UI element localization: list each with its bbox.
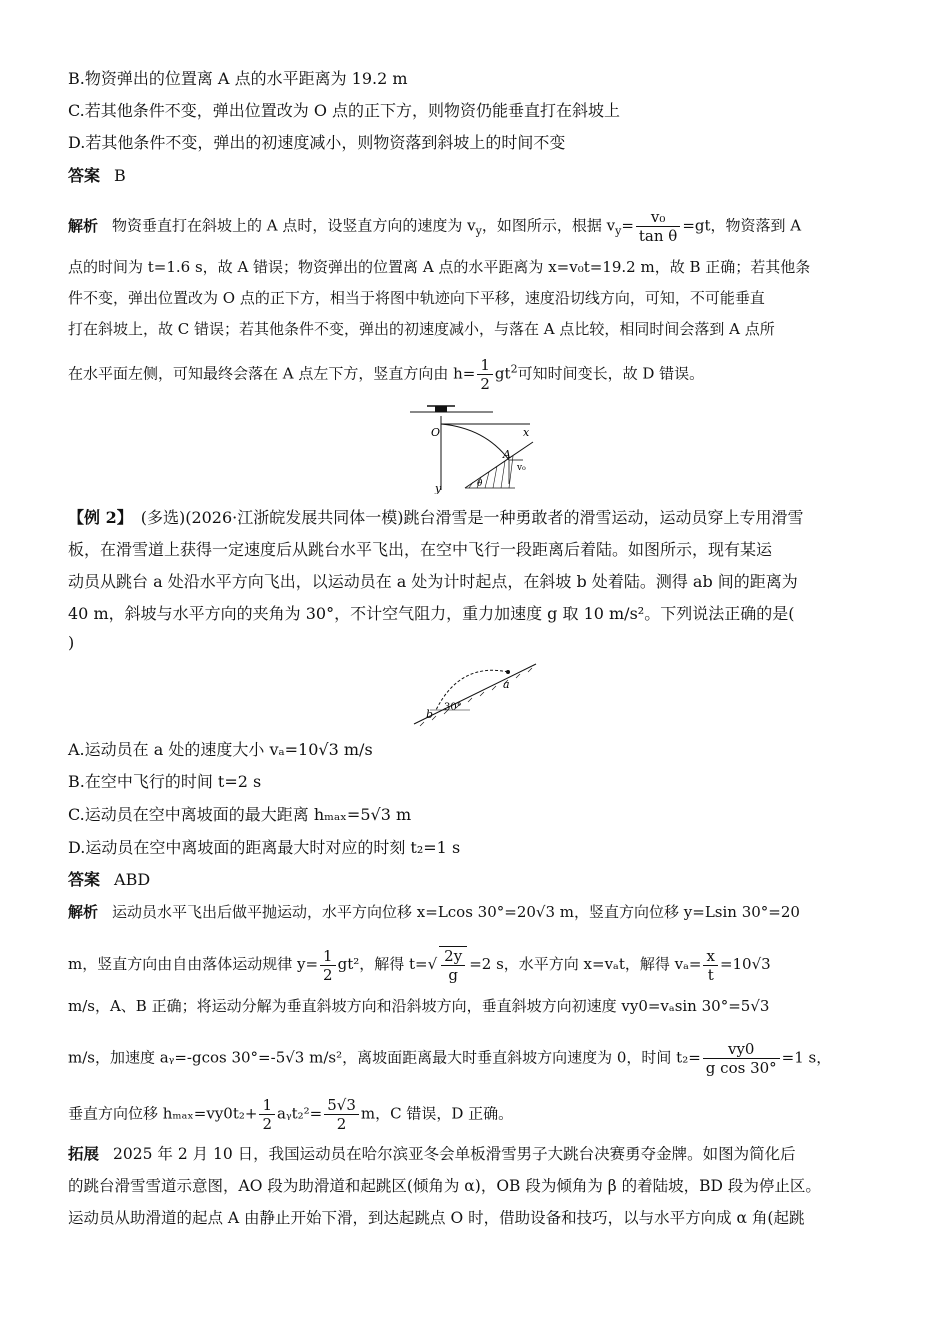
fraction-half: $\frac{1}{2}$: [477, 356, 493, 393]
trajectory: [441, 424, 509, 460]
analysis-label: 解析: [68, 903, 99, 921]
analysis-text: 在水平面左侧，可知最终会落在 A 点左下方，竖直方向由 h=: [68, 364, 476, 383]
q1-option-c: C.若其他条件不变，弹出位置改为 O 点的正下方，则物资仍能垂直打在斜坡上: [68, 101, 621, 120]
ex2-line-1: [68, 507, 888, 529]
skier-icon: [506, 670, 510, 674]
ex2-option-d: D.运动员在空中离坡面的距离最大时对应的时刻 t₂=1 s: [68, 838, 461, 857]
fraction-vy0-gcos30: $\frac{vy0}{\text{g cos 30°}}$: [703, 1040, 780, 1077]
ski-jump-figure: [410, 658, 540, 730]
label-x: x: [523, 426, 530, 439]
analysis-text: 可知时间变长，故 D 错误。: [517, 364, 705, 383]
drone-icon: [435, 406, 447, 412]
label-y: y: [435, 482, 442, 494]
ex2-option-b: B.在空中飞行的时间 t=2 s: [68, 772, 262, 791]
ex2-option-c: C.运动员在空中离坡面的最大距离 hₘₐₓ=5√3 m: [68, 805, 412, 824]
q1-analysis-line-2: 点的时间为 t=1.6 s，故 A 错误；物资弹出的位置离 A 点的水平距离为 x=v₀t=19.2 m，故 B 正确；若其他条: [68, 258, 811, 276]
projectile-figure: [405, 402, 545, 494]
ex2-option-a: A.运动员在 a 处的速度大小 vₐ=10√3 m/s: [68, 740, 373, 759]
label-A: A: [503, 448, 511, 461]
answer-value: B: [114, 166, 126, 185]
analysis-text: 运动员水平飞出后做平抛运动，水平方向位移 x=Lcos 30°=20√3 m，竖直方向位移 y=Lsin 30°=20: [112, 903, 800, 921]
label-v0: v₀: [517, 463, 526, 473]
ext-line-2: 的跳台滑雪雪道示意图，AO 段为助滑道和起跳区(倾角为 α)，OB 段为倾角为 β 的着陆坡，BD 段为停止区。: [68, 1177, 821, 1195]
answer-label: 答案: [68, 870, 101, 889]
q1-analysis-line-4: 打在斜坡上，故 C 错误；若其他条件不变，弹出的初速度减小，与落在 A 点比较，相同时间会落到 A 点所: [68, 320, 775, 338]
label-O: O: [431, 426, 441, 439]
label-b: b: [426, 708, 434, 721]
fraction-half: $\frac{1}{2}$: [259, 1096, 275, 1133]
ex2-analysis-line-5: 垂直方向位移 hₘₐₓ=vy0t₂+ $\frac{1}{2}$ aᵧt₂²= $\frac{5√3}{2}$ m，C 错误，D 正确。: [68, 1096, 514, 1133]
analysis-text: ，如图所示，根据 v: [481, 216, 616, 235]
ext-line-3: 运动员从助滑道的起点 A 由静止开始下滑，到达起跳点 O 时，借助设备和技巧，以与水平方向成 α 角(起跳: [68, 1209, 805, 1227]
ex2-title: 【例 2】: [68, 508, 133, 527]
q1-answer: [68, 165, 888, 187]
ex2-line-3: 动员从跳台 a 处沿水平方向飞出，以运动员在 a 处为计时起点，在斜坡 b 处着陆。测得 ab 间的距离为: [68, 572, 798, 591]
ex2-text: (多选)(2026·江浙皖发展共同体一模)跳台滑雪是一种勇敢者的滑雪运动，运动员穿上专用滑雪: [140, 508, 804, 527]
ex2-answer: [68, 869, 888, 891]
ex2-analysis-line-4: m/s，加速度 aᵧ=-gcos 30°=-5√3 m/s²，离坡面距离最大时垂直斜坡方向速度为 0，时间 t₂= $\frac{vy0}{\text{g cos 30°}}$ =1 s，: [68, 1040, 832, 1077]
q1-analysis-line-5: 在水平面左侧，可知最终会落在 A 点左下方，竖直方向由 h= $\frac{1}{2}$ $gt^2$可知时间变长，故 D 错误。: [68, 356, 705, 393]
answer-value: ABD: [114, 870, 151, 889]
fraction-x-t: $\frac{x}{t}$: [703, 947, 717, 984]
answer-label: 答案: [68, 166, 101, 185]
ex2-analysis-line-1: [68, 901, 888, 923]
label-theta: θ: [477, 479, 483, 489]
fraction-2y-g: $\frac{2y}{g}$: [439, 946, 467, 984]
label-angle: 30°: [444, 702, 462, 713]
fraction: $\frac{\text{v₀}}{\text{tan θ}}$: [636, 208, 680, 245]
ex2-analysis-line-2: m，竖直方向由自由落体运动规律 y= $\frac{1}{2}$ gt²，解得 t=√ $\frac{2y}{g}$ =2 s，水平方向 x=vₐt，解得 vₐ= $\frac{x}{t}$ =10√3: [68, 946, 771, 984]
analysis-label: 解析: [68, 216, 99, 235]
fraction-half: $\frac{1}{2}$: [320, 947, 336, 984]
ex2-line-5: ): [68, 633, 75, 652]
label-a: a: [503, 678, 510, 691]
q1-analysis-line-3: 件不变，弹出位置改为 O 点的正下方，相当于将图中轨迹向下平移，速度沿切线方向，可知，不可能垂直: [68, 289, 765, 307]
ex2-analysis-line-3: m/s，A、B 正确；将运动分解为垂直斜坡方向和沿斜坡方向，垂直斜坡方向初速度 vy0=vₐsin 30°=5√3: [68, 997, 770, 1015]
q1-option-d: D.若其他条件不变，弹出的初速度减小，则物资落到斜坡上的时间不变: [68, 133, 566, 152]
ex2-line-2: 板，在滑雪道上获得一定速度后从跳台水平飞出，在空中飞行一段距离后着陆。如图所示，现有某运: [68, 540, 773, 559]
ext-line-1: [68, 1143, 888, 1165]
fraction-5sqrt3-2: $\frac{5√3}{2}$: [324, 1096, 359, 1133]
q1-analysis-line-1: 解析 物资垂直打在斜坡上的 A 点时，设竖直方向的速度为 $v_y$，如图所示，根据 $v_y=$ $\frac{\text{v₀}}{\text{tan θ}}$ =gt，物资落到 A: [68, 208, 802, 245]
ext-label: 拓展: [68, 1144, 100, 1163]
ext-text: 2025 年 2 月 10 日，我国运动员在哈尔滨亚冬会单板滑雪男子大跳台决赛勇夺金牌。如图为简化后: [113, 1145, 796, 1163]
ex2-line-4: 40 m，斜坡与水平方向的夹角为 30°，不计空气阻力，重力加速度 g 取 10 m/s²。下列说法正确的是(: [68, 604, 795, 623]
q1-option-b: B.物资弹出的位置离 A 点的水平距离为 19.2 m: [68, 69, 408, 88]
analysis-text: 物资垂直打在斜坡上的 A 点时，设竖直方向的速度为 v: [112, 216, 476, 235]
analysis-text: =gt，物资落到 A: [682, 216, 802, 235]
